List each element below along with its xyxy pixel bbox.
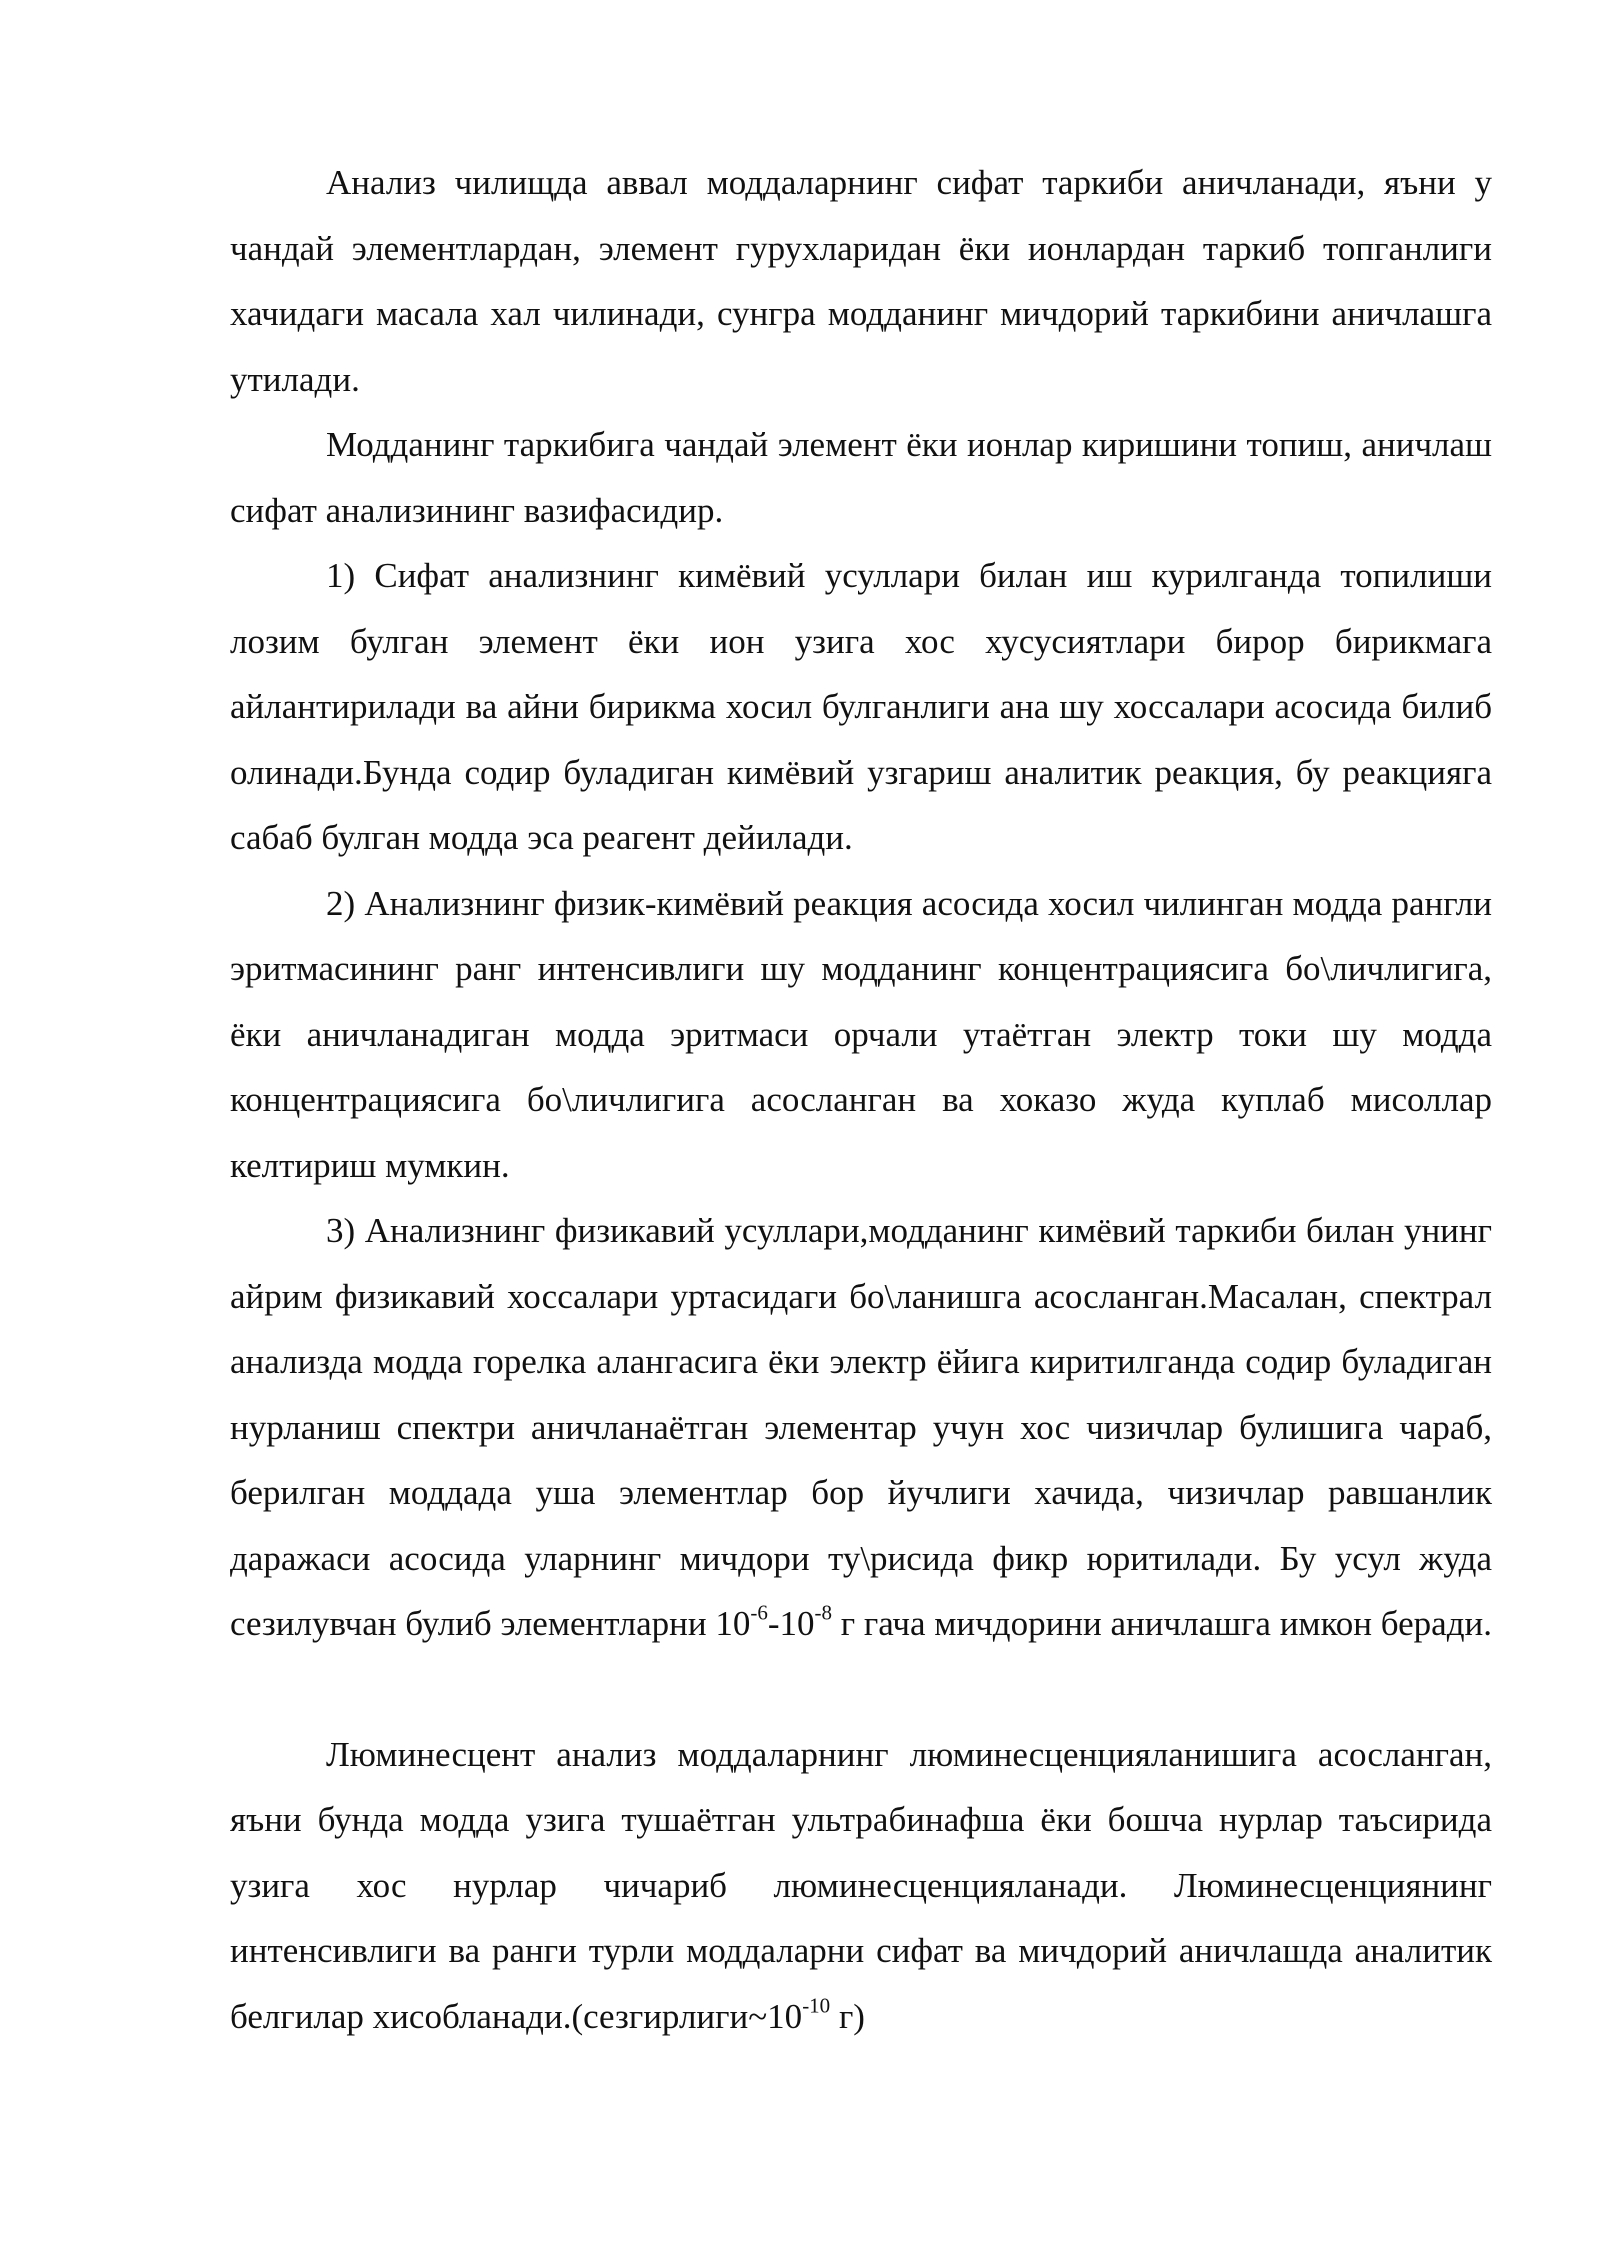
paragraph-physical-methods-text: 3) Анализнинг физикавий усуллари,модданинг кимёвий таркиби билан унинг айрим физикавий хоссалари уртасидаги бо\ланишга асосланган.Масалан, спектрал анализда модда горелка алангасига ёки электр ёйига киритилганда содир буладиган нурланиш спектри аничланаётган элементар учун хос чизичлар булишига чараб, берилган моддада уша элементлар бор йучлиги хачида, чизичлар равшанлик даражаси асосида уларнинг мичдори ту\рисида фикр юритилади. Бу усул жуда сезилувчан булиб элементларни 10 <box>230 1211 1492 1643</box>
paragraph-chemical-methods: 1) Сифат анализнинг кимёвий усуллари билан иш курилганда топилиши лозим булган элемент ёки ион узига хос хусусиятлари бирор бирикмага айлантирилади ва айни бирикма хосил булганлиги ана шу хоссалари асосида билиб олинади.Бунда содир буладиган кимёвий узгариш аналитик реакция, бу реакцияга сабаб булган модда эса реагент дейилади. <box>230 556 1492 857</box>
paragraph-intro: Анализ чилищда аввал моддаларнинг сифат таркиби аничланади, яъни у чандай элементлардан, элемент гурухларидан ёки ионлардан таркиб топганлиги хачидаги масала хал чилинади, сунгра модданинг мичдорий таркибини аничлашга утилади. <box>230 163 1492 399</box>
paragraph-luminescent-analysis <box>230 1722 1492 2050</box>
paragraph-physical-methods-middle: -10 <box>767 1604 815 1643</box>
paragraph-physical-methods <box>230 1198 1492 1657</box>
paragraph-luminescent-end: г) <box>830 1996 865 2036</box>
document-body <box>230 150 1492 2049</box>
exponent-1: -6 <box>750 1600 768 1625</box>
paragraph-definition: Модданинг таркибига чандай элемент ёки ионлар киришини топиш, аничлаш сифат анализининг вазифасидир. <box>230 425 1492 530</box>
paragraph-physical-methods-end: г гача мичдорини аничлашга имкон беради. <box>832 1604 1492 1643</box>
exponent-3: -10 <box>802 1992 831 2017</box>
exponent-2: -8 <box>814 1600 833 1625</box>
paragraph-luminescent-text: Люминесцент анализ моддаларнинг люминесценцияланишига асосланган, яъни бунда модда узига тушаётган ультрабинафша ёки бошча нурлар таъсирида узига хос нурлар чичариб люминесценцияланади. Люминесценциянинг интенсивлиги ва ранги турли моддаларни сифат ва мичдорий аничлашда аналитик белгилар хисобланади.(сезгирлиги~10 <box>230 1734 1492 2036</box>
paragraph-physicochemical-methods: 2) Анализнинг физик-кимёвий реакция асосида хосил чилинган модда рангли эритмасининг ранг интенсивлиги шу модданинг концентрациясига бо\личлигига, ёки аничланадиган модда эритмаси орчали утаётган электр токи шу модда концентрациясига бо\личлигига асосланган ва хоказо жуда куплаб мисоллар келтириш мумкин. <box>230 883 1492 1185</box>
